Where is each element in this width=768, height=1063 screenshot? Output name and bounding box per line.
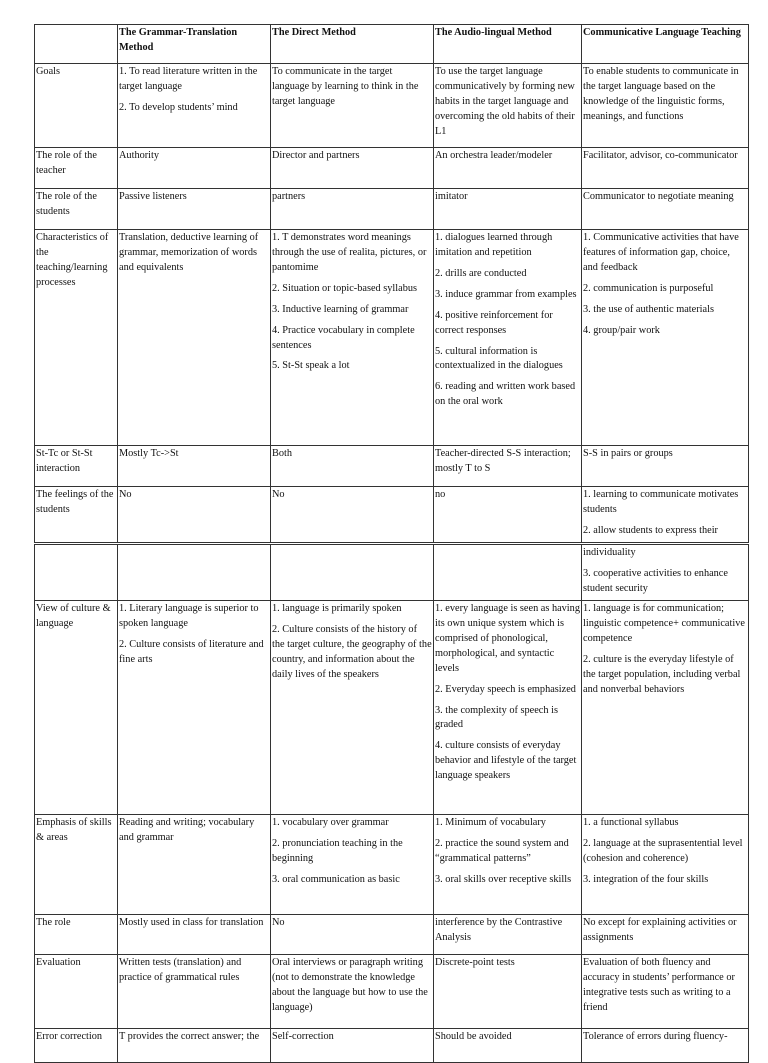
cell-list-item: 3. induce grammar from examples	[435, 288, 577, 300]
row-label: The role	[35, 915, 118, 955]
column-header: Communicative Language Teaching	[582, 25, 749, 64]
cell-list-item: 4. Practice vocabulary in complete sentences	[272, 324, 415, 351]
cell-list-item: 3. oral skills over receptive skills	[435, 873, 572, 885]
cell-text: Mostly Tc->St	[119, 448, 179, 459]
cell-text: no	[435, 489, 446, 500]
cell-list-item: 2. Situation or topic-based syllabus	[272, 282, 417, 294]
cell-list-item: 1. every language is seen as having its own unique system which is comprised of phonological, morphological, and syntactic levels	[435, 603, 580, 674]
table-cell	[118, 230, 271, 446]
cell-list-item: 3. oral communication as basic	[272, 873, 400, 885]
cell-list-item: 3. cooperative activities to enhance student security	[583, 567, 728, 594]
cell-list-item: 2. To develop students’ mind	[119, 101, 238, 113]
table-cell	[434, 446, 582, 487]
cell-list-item: 1. vocabulary over grammar	[272, 817, 389, 828]
table-cell	[271, 545, 434, 601]
cell-text: interference by the Contrastive Analysis	[435, 917, 563, 943]
column-header: The Audio-lingual Method	[434, 25, 582, 64]
table-cell	[582, 487, 749, 543]
cell-list-item: 1. language is primarily spoken	[272, 603, 402, 614]
table-cell	[118, 64, 271, 148]
cell-list-item: 4. group/pair work	[583, 324, 660, 336]
cell-list-item: 2. practice the sound system and “grammatical patterns”	[435, 837, 569, 864]
table-row	[35, 64, 749, 148]
table-cell	[582, 1029, 749, 1063]
cell-text: No	[272, 917, 285, 928]
cell-list-item: 1. Communicative activities that have features of information gap, choice, and feedback	[583, 232, 739, 273]
table-row	[35, 601, 749, 815]
table-cell	[271, 601, 434, 815]
row-label: Error correction	[35, 1029, 118, 1063]
table-cell	[118, 915, 271, 955]
cell-list-item: 2. Everyday speech is emphasized	[435, 683, 576, 695]
table-row	[35, 545, 749, 601]
cell-text: Authority	[119, 150, 160, 161]
table-cell	[118, 955, 271, 1029]
table-cell	[118, 487, 271, 543]
cell-text: T provides the correct answer; the	[119, 1031, 260, 1042]
cell-text: Tolerance of errors during fluency-	[583, 1031, 728, 1042]
cell-list-item: 1. dialogues learned through imitation and repetition	[435, 232, 553, 258]
cell-list-item: 2. Culture consists of literature and fine arts	[119, 638, 264, 665]
cell-list-item: 4. positive reinforcement for correct responses	[435, 309, 553, 336]
table-cell	[271, 815, 434, 915]
row-label: St-Tc or St-St interaction	[35, 446, 118, 487]
table-cell	[582, 446, 749, 487]
cell-text: Passive listeners	[119, 191, 187, 202]
table-cell	[434, 148, 582, 189]
table-cell	[118, 148, 271, 189]
cell-text: Written tests (translation) and practice of grammatical rules	[119, 957, 242, 983]
table-cell	[118, 189, 271, 230]
table-row	[35, 189, 749, 230]
row-label: The feelings of the students	[35, 487, 118, 543]
table-row	[35, 446, 749, 487]
cell-text: partners	[272, 191, 306, 202]
table-row	[35, 148, 749, 189]
table-cell	[434, 915, 582, 955]
cell-text: Communicator to negotiate meaning	[583, 191, 734, 202]
cell-list-item: 2. language at the suprasentential level (cohesion and coherence)	[583, 837, 743, 864]
table-cell	[434, 230, 582, 446]
table-cell	[434, 955, 582, 1029]
row-label: Characteristics of the teaching/learning processes	[35, 230, 118, 446]
cell-list-item: 1. language is for communication; linguistic competence+ communicative competence	[583, 603, 745, 644]
cell-text: No	[119, 489, 132, 500]
cell-list-item: 5. cultural information is contextualized in the dialogues	[435, 345, 563, 372]
table-cell	[271, 487, 434, 543]
cell-text: Should be avoided	[435, 1031, 512, 1042]
row-label	[35, 545, 118, 601]
cell-list-item: 2. communication is purposeful	[583, 282, 714, 294]
table-cell	[582, 230, 749, 446]
table-cell	[434, 815, 582, 915]
column-header: The Grammar-Translation Method	[118, 25, 271, 64]
table-cell	[582, 64, 749, 148]
table-cell	[582, 815, 749, 915]
cell-text: No	[272, 489, 285, 500]
row-label: Goals	[35, 64, 118, 148]
table-cell	[582, 545, 749, 601]
cell-text: Self-correction	[272, 1031, 334, 1042]
table-cell	[271, 148, 434, 189]
row-label: The role of the students	[35, 189, 118, 230]
cell-list-item: 2. Culture consists of the history of the target culture, the geography of the country, and information about the daily lives of the speakers	[272, 623, 432, 680]
cell-list-item: 2. allow students to express their	[583, 524, 718, 536]
cell-text: Translation, deductive learning of grammar, memorization of words and equivalents	[119, 232, 259, 273]
table-cell	[118, 601, 271, 815]
table-cell	[434, 64, 582, 148]
table-row	[35, 915, 749, 955]
table-cell	[582, 601, 749, 815]
cell-list-item: 1. a functional syllabus	[583, 817, 679, 828]
table-cell	[582, 915, 749, 955]
row-label: The role of the teacher	[35, 148, 118, 189]
cell-text: Reading and writing; vocabulary and grammar	[119, 817, 255, 843]
table-cell	[434, 487, 582, 543]
table-cell	[582, 189, 749, 230]
table-cell	[434, 545, 582, 601]
table-cell	[271, 230, 434, 446]
table-cell	[271, 64, 434, 148]
table-cell	[271, 446, 434, 487]
table-cell	[271, 955, 434, 1029]
table-cell	[434, 601, 582, 815]
cell-list-item: 1. Literary language is superior to spoken language	[119, 603, 259, 629]
comparison-table-part-2	[34, 544, 749, 1063]
cell-list-item: individuality	[583, 547, 636, 558]
cell-list-item: 3. integration of the four skills	[583, 873, 709, 885]
cell-list-item: 6. reading and written work based on the oral work	[435, 381, 576, 408]
table-cell	[271, 1029, 434, 1063]
row-label: Emphasis of skills & areas	[35, 815, 118, 915]
cell-text: No except for explaining activities or assignments	[583, 917, 737, 943]
cell-list-item: 1. To read literature written in the target language	[119, 66, 258, 92]
table-cell	[271, 915, 434, 955]
header-row	[35, 25, 749, 64]
cell-list-item: 4. culture consists of everyday behavior and lifestyle of the target language speakers	[435, 740, 577, 782]
cell-text: An orchestra leader/modeler	[435, 150, 553, 161]
cell-text: S-S in pairs or groups	[583, 448, 673, 459]
cell-text: Oral interviews or paragraph writing (not to demonstrate the knowledge about the language but how to use the language)	[272, 957, 428, 1013]
table-cell	[118, 1029, 271, 1063]
column-header	[35, 25, 118, 64]
cell-text: Teacher-directed S-S interaction; mostly T to S	[435, 448, 571, 474]
comparison-table-part-1	[34, 24, 749, 543]
cell-text: Both	[272, 448, 293, 459]
cell-text: Mostly used in class for translation	[119, 917, 264, 928]
table-cell	[118, 446, 271, 487]
cell-list-item: 2. pronunciation teaching in the beginning	[272, 837, 403, 864]
table-cell	[582, 148, 749, 189]
row-label: View of culture & language	[35, 601, 118, 815]
row-label: Evaluation	[35, 955, 118, 1029]
cell-list-item: 5. St-St speak a lot	[272, 360, 350, 372]
table-row	[35, 1029, 749, 1063]
cell-text: Discrete-point tests	[435, 957, 515, 968]
cell-list-item: 1. Minimum of vocabulary	[435, 817, 546, 828]
cell-text: Facilitator, advisor, co-communicator	[583, 150, 738, 161]
cell-text: To enable students to communicate in the target language based on the knowledge of the linguistic forms, meanings, and functions	[583, 66, 739, 122]
table-row	[35, 487, 749, 543]
cell-text: To communicate in the target language by learning to think in the target language	[272, 66, 419, 107]
table-cell	[118, 545, 271, 601]
cell-text: To use the target language communicatively by forming new habits in the target language and overcoming the old habits of their L1	[435, 66, 575, 137]
table-cell	[582, 955, 749, 1029]
table-row	[35, 955, 749, 1029]
table-cell	[271, 189, 434, 230]
cell-list-item: 2. culture is the everyday lifestyle of the target population, including verbal and nonverbal behaviors	[583, 653, 741, 695]
cell-text: imitator	[435, 191, 468, 202]
table-cell	[434, 1029, 582, 1063]
cell-list-item: 3. the use of authentic materials	[583, 303, 714, 315]
cell-text: Evaluation of both fluency and accuracy in students’ performance or integrative tests such as writing to a friend	[583, 957, 735, 1013]
cell-list-item: 3. the complexity of speech is graded	[435, 704, 558, 731]
table-row	[35, 815, 749, 915]
table-cell	[118, 815, 271, 915]
cell-list-item: 2. drills are conducted	[435, 267, 527, 279]
cell-list-item: 3. Inductive learning of grammar	[272, 303, 409, 315]
cell-list-item: 1. T demonstrates word meanings through the use of realita, pictures, or pantomime	[272, 232, 427, 273]
table-row	[35, 230, 749, 446]
table-cell	[434, 189, 582, 230]
cell-list-item: 1. learning to communicate motivates students	[583, 489, 739, 515]
cell-text: Director and partners	[272, 150, 360, 161]
column-header: The Direct Method	[271, 25, 434, 64]
